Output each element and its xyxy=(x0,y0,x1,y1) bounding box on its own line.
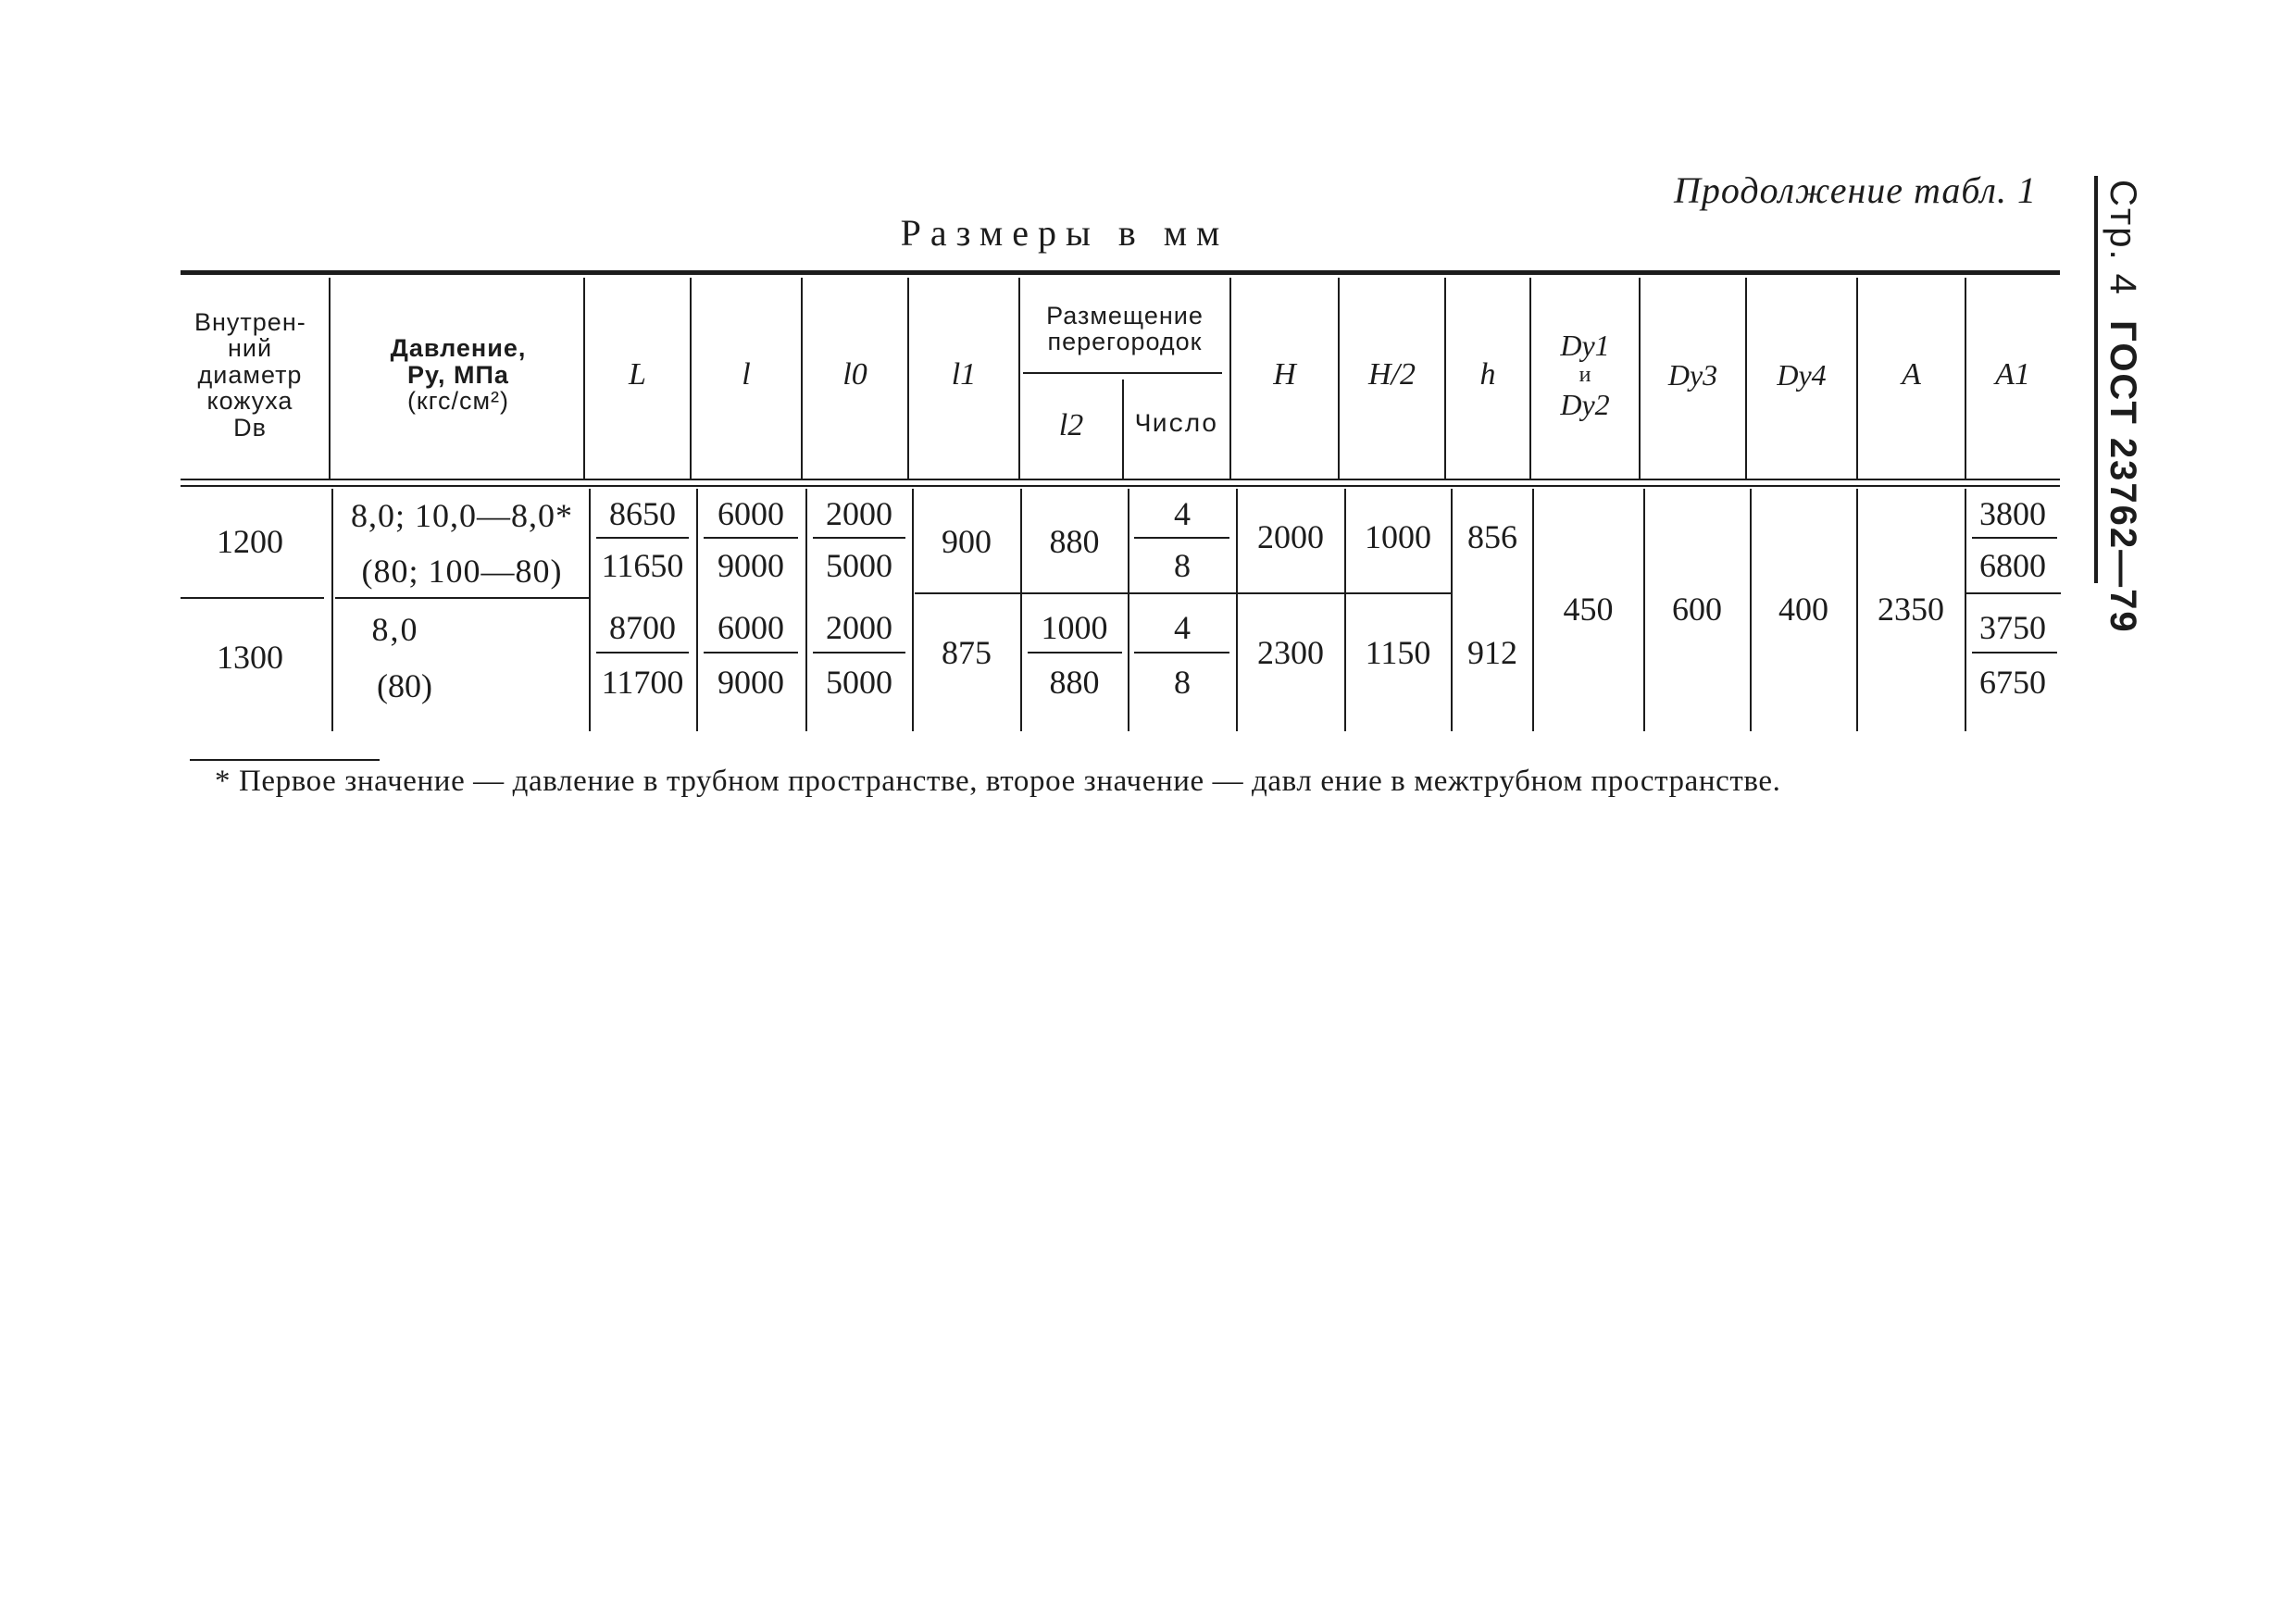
row2-A1-bottom: 6750 xyxy=(1979,664,2046,701)
col-header-pressure xyxy=(333,278,583,472)
body-col-divider xyxy=(331,489,333,731)
row1-pressure-mpa: 8,0; 10,0—8,0* xyxy=(350,497,573,534)
row1-diameter: 1200 xyxy=(217,523,283,560)
col-header-pressure-line3: (кгс/см²) xyxy=(406,387,510,416)
fraction-rule xyxy=(704,537,798,539)
row1-A1-bottom: 6800 xyxy=(1979,547,2046,584)
row1-l2: 880 xyxy=(1049,523,1100,560)
row2-number-top: 4 xyxy=(1174,609,1191,646)
row1-l-bottom: 9000 xyxy=(718,547,784,584)
row-separator-A1 xyxy=(1966,592,2061,594)
baffles-group-rule xyxy=(1023,372,1222,374)
page-side-stamp xyxy=(2094,176,2183,634)
row1-number-bottom: 8 xyxy=(1174,547,1191,584)
header-bottom-rule-1 xyxy=(181,479,2060,480)
fraction-rule xyxy=(1972,652,2057,653)
row2-l2-top: 1000 xyxy=(1041,609,1108,646)
col-header-pressure-line2: Pу, МПа xyxy=(407,360,509,389)
table-top-rule xyxy=(181,270,2060,275)
header-bottom-rule-2 xyxy=(181,485,2060,487)
row2-pressure-kgf: (80) xyxy=(377,667,432,704)
footnote-text: * Первое значение — давление в трубном пространстве, второе значение — давл ение в межтрубном пространстве. xyxy=(215,765,1781,798)
row2-l-top: 6000 xyxy=(718,609,784,646)
row1-l0-bottom: 5000 xyxy=(826,547,892,584)
table-continuation-label: Продолжение табл. 1 xyxy=(1673,169,2037,211)
shared-Dy3: 600 xyxy=(1672,591,1722,628)
fraction-rule xyxy=(1028,652,1122,653)
col-header-L: L xyxy=(629,357,646,392)
row2-diameter: 1300 xyxy=(217,639,283,676)
row2-number-bottom: 8 xyxy=(1174,664,1191,701)
row1-H2: 1000 xyxy=(1365,518,1431,555)
col-header-l: l xyxy=(742,357,751,392)
row2-h: 912 xyxy=(1467,634,1517,671)
row2-l1: 875 xyxy=(942,634,992,671)
col-header-pressure-line1: Давление, xyxy=(390,334,527,363)
row-separator-wide xyxy=(915,592,1452,594)
row1-H: 2000 xyxy=(1257,518,1324,555)
side-standard-number: ГОСТ 23762—79 xyxy=(2103,320,2143,634)
fraction-rule xyxy=(596,537,689,539)
side-page-number: Стр. 4 xyxy=(2103,180,2143,296)
col-header-l0: l0 xyxy=(842,357,867,392)
row1-l0-top: 2000 xyxy=(826,495,892,532)
col-header-Dy4: Dу4 xyxy=(1777,357,1827,392)
row1-number-top: 4 xyxy=(1174,495,1191,532)
col-header-baffles-group: Размещение перегородок xyxy=(1046,301,1204,355)
fraction-rule xyxy=(813,652,905,653)
row2-H: 2300 xyxy=(1257,634,1324,671)
col-header-A1: A1 xyxy=(1995,357,2030,392)
row-separator-pressure xyxy=(335,597,589,599)
col-header-diameter xyxy=(181,278,319,472)
row1-h: 856 xyxy=(1467,518,1517,555)
fraction-rule xyxy=(596,652,689,653)
col-header-l1: l1 xyxy=(951,357,977,392)
col-header-Dy12 xyxy=(1531,278,1639,472)
col-header-h: h xyxy=(1479,357,1496,392)
col-header-l2: l2 xyxy=(1058,408,1084,442)
shared-Dy12: 450 xyxy=(1563,591,1614,628)
row2-l0-top: 2000 xyxy=(826,609,892,646)
shared-A: 2350 xyxy=(1878,591,1944,628)
row-separator-diameter xyxy=(181,597,324,599)
row1-l-top: 6000 xyxy=(718,495,784,532)
side-stamp-text xyxy=(2102,180,2143,634)
col-header-number: Число xyxy=(1135,411,1218,441)
row2-l-bottom: 9000 xyxy=(718,664,784,701)
shared-Dy4: 400 xyxy=(1778,591,1828,628)
row2-H2: 1150 xyxy=(1365,634,1431,671)
col-header-Dy2: Dу2 xyxy=(1560,387,1610,421)
side-stamp-rule xyxy=(2094,176,2098,583)
fraction-rule xyxy=(1972,537,2057,539)
fraction-rule xyxy=(1134,537,1229,539)
row1-l1: 900 xyxy=(942,523,992,560)
col-header-H: H xyxy=(1273,357,1296,392)
row2-l0-bottom: 5000 xyxy=(826,664,892,701)
fraction-rule xyxy=(704,652,798,653)
col-header-diameter-text: Внутрен- ний диаметр кожуха Dв xyxy=(194,308,306,442)
row1-L-top: 8650 xyxy=(609,495,676,532)
fraction-rule xyxy=(813,537,905,539)
row2-pressure-mpa: 8,0 xyxy=(371,611,419,648)
col-header-A: A xyxy=(1902,357,1921,392)
fraction-rule xyxy=(1134,652,1229,653)
units-caption: Размеры в мм xyxy=(900,212,1229,254)
col-header-Dy1: Dу1 xyxy=(1560,328,1610,362)
row1-A1-top: 3800 xyxy=(1979,495,2046,532)
row1-L-bottom: 11650 xyxy=(601,547,684,584)
footnote-rule xyxy=(190,759,380,761)
row1-pressure-kgf: (80; 100—80) xyxy=(361,553,563,590)
row2-L-top: 8700 xyxy=(609,609,676,646)
hdr-col-divider xyxy=(329,278,331,479)
row2-A1-top: 3750 xyxy=(1979,609,2046,646)
row2-L-bottom: 11700 xyxy=(601,664,684,701)
col-header-Dy-and: и xyxy=(1578,362,1591,387)
col-header-H2: H/2 xyxy=(1368,357,1416,392)
col-header-Dy3: Dу3 xyxy=(1667,357,1718,392)
row2-l2-bottom: 880 xyxy=(1049,664,1100,701)
